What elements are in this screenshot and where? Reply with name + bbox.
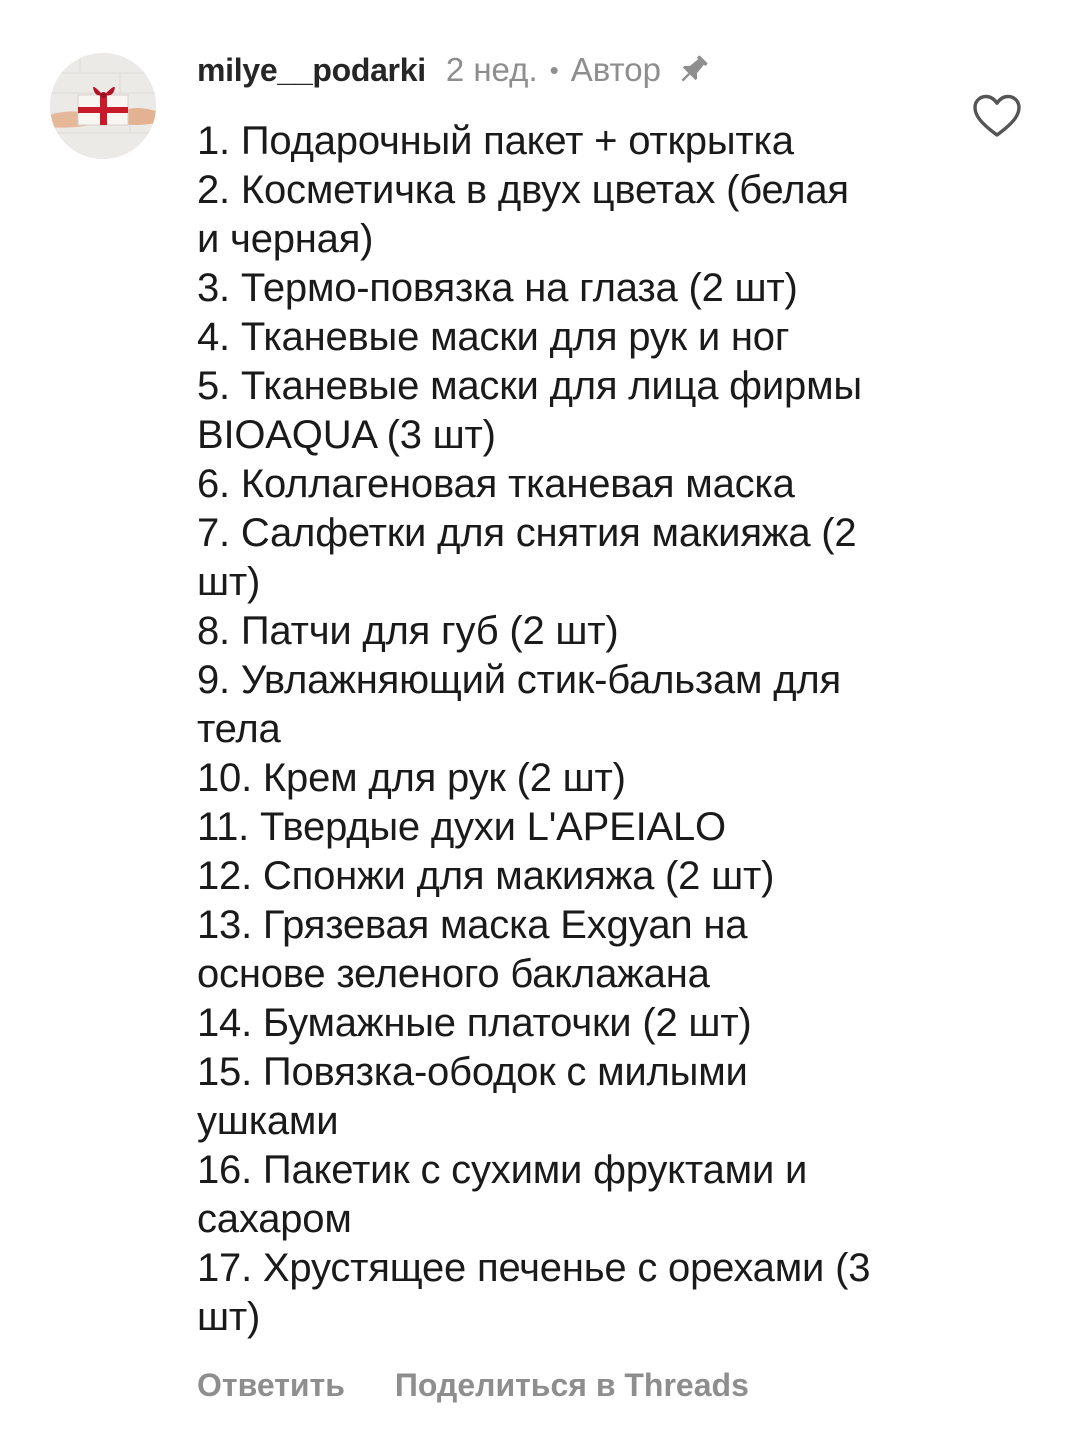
comment-line: 17. Хрустящее печенье с орехами (3 — [197, 1246, 871, 1290]
share-to-threads-button[interactable]: Поделиться в Threads — [394, 1366, 749, 1403]
comment-actions — [197, 1362, 749, 1408]
comment-header — [197, 48, 711, 92]
comment-line: 11. Твердые духи L'APEIALO — [197, 805, 726, 849]
heart-outline-icon — [972, 93, 1022, 139]
comment-line: 8. Патчи для губ (2 шт) — [197, 609, 619, 653]
comment-line: 3. Термо-повязка на глаза (2 шт) — [197, 266, 798, 310]
comment-line: BIOAQUA (3 шт) — [197, 413, 496, 457]
comment-line: 13. Грязевая маска Exgyan на — [197, 903, 748, 947]
comment-line: 2. Косметичка в двух цветах (белая — [197, 168, 849, 212]
author-badge: Автор — [570, 51, 662, 88]
reply-button[interactable]: Ответить — [197, 1366, 345, 1403]
comment-line: 6. Коллагеновая тканевая маска — [197, 462, 795, 506]
comment-line: 14. Бумажные платочки (2 шт) — [197, 1001, 752, 1045]
comment-line: 15. Повязка-ободок с милыми — [197, 1050, 748, 1094]
comment-line: основе зеленого баклажана — [197, 952, 710, 996]
like-button[interactable] — [972, 93, 1022, 139]
comment-line: 5. Тканевые маски для лица фирмы — [197, 364, 862, 408]
comment-line: 16. Пакетик с сухими фруктами и — [197, 1148, 808, 1192]
meta-separator: • — [549, 54, 559, 85]
comment-line: 9. Увлажняющий стик-бальзам для — [197, 658, 842, 702]
pin-icon — [675, 52, 711, 88]
comment-line: шт) — [197, 560, 261, 604]
gift-box-avatar-image — [50, 53, 156, 159]
comment-line: 4. Тканевые маски для рук и ног — [197, 315, 790, 359]
comment-line: шт) — [197, 1295, 261, 1339]
comment-time: 2 нед. — [445, 51, 538, 88]
comment-line: 1. Подарочный пакет + открытка — [197, 119, 794, 163]
comment-line: сахаром — [197, 1197, 352, 1241]
comment-body — [197, 117, 927, 1342]
comment-line: 12. Спонжи для макияжа (2 шт) — [197, 854, 775, 898]
avatar[interactable] — [50, 53, 156, 159]
author-username[interactable]: milye__podarki — [197, 51, 426, 88]
comment-line: 10. Крем для рук (2 шт) — [197, 756, 626, 800]
comment-line: 7. Салфетки для снятия макияжа (2 — [197, 511, 857, 555]
comment-line: тела — [197, 707, 281, 751]
comment-line: ушками — [197, 1099, 339, 1143]
comment-line: и черная) — [197, 217, 374, 261]
